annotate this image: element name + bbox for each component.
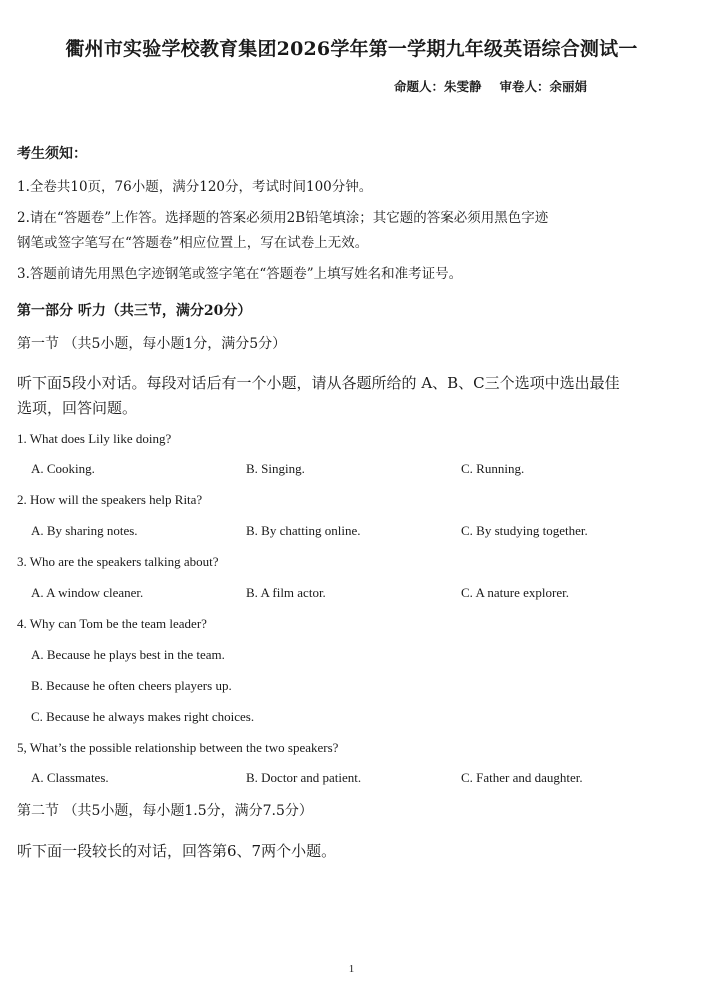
q3-option-a: A. A window cleaner. (31, 585, 144, 600)
q4-option-b: B. Because he often cheers players up. (31, 678, 232, 693)
section1-heading (17, 333, 286, 353)
q5-option-a: A. Classmates. (31, 770, 109, 785)
q1-option-a: A. Cooking. (31, 461, 95, 476)
notice-heading: 考生须知： (17, 146, 87, 162)
setter-name: 命题人：朱雯静 (394, 79, 482, 94)
q1-option-c: C. Running. (461, 461, 525, 476)
section1-instructions-line2: 选项，回答问题。 (17, 399, 138, 417)
notice-item-1: 1.全卷共10页，76小题，满分120分，考试时间100分钟。 (17, 179, 373, 195)
q4-option-c: C. Because he always makes right choices. (31, 709, 255, 724)
question-2: 2. How will the speakers help Rita? (17, 492, 203, 507)
notice-item-2-cont: 钢笔或签字笔写在“答题卷”相应位置上，写在试卷上无效。 (17, 235, 369, 251)
section1-heading-text: 第一节 （共5小题，每小题1分，满分5分） (17, 336, 287, 352)
question-3: 3. Who are the speakers talking about? (17, 554, 219, 569)
section2-instructions: 听下面一段较长的对话，回答第6、7两个小题。 (17, 842, 337, 860)
q5-option-c: C. Father and daughter. (461, 770, 583, 785)
notice-item-2: 2.请在“答题卷”上作答。选择题的答案必须用2B铅笔填涂；其它题的答案必须用黑色字迹 (17, 210, 549, 226)
q2-option-c: C. By studying together. (461, 523, 588, 538)
q4-option-a: A. Because he plays best in the team. (31, 647, 225, 662)
part1-heading: 第一部分 听力（共三节，满分20分） (17, 303, 252, 319)
question-5: 5, What’s the possible relationship between the two speakers? (17, 740, 339, 755)
question-1: 1. What does Lily like doing? (17, 431, 172, 446)
reviewer-name: 审卷人：余丽娟 (499, 79, 588, 94)
page-title: 衢州市实验学校教育集团2026学年第一学期九年级英语综合测试一 (65, 38, 638, 60)
question-4: 4. Why can Tom be the team leader? (17, 616, 207, 631)
q3-option-b: B. A film actor. (246, 585, 326, 600)
page-number: 1 (348, 963, 355, 975)
notice-item-3: 3.答题前请先用黑色字迹钢笔或签字笔在“答题卷”上填写姓名和准考证号。 (17, 266, 463, 282)
section2-heading: 第二节 （共5小题，每小题1.5分，满分7.5分） (17, 803, 313, 819)
section1-instructions-line1: 听下面5段小对话。每段对话后有一个小题，请从各题所给的 A、B、C三个选项中选出最佳 (17, 374, 620, 392)
q3-option-c: C. A nature explorer. (461, 585, 569, 600)
q1-option-b: B. Singing. (246, 461, 305, 476)
q5-option-b: B. Doctor and patient. (246, 770, 362, 785)
authors-line (394, 77, 587, 95)
q2-option-a: A. By sharing notes. (31, 523, 138, 538)
q2-option-b: B. By chatting online. (246, 523, 361, 538)
